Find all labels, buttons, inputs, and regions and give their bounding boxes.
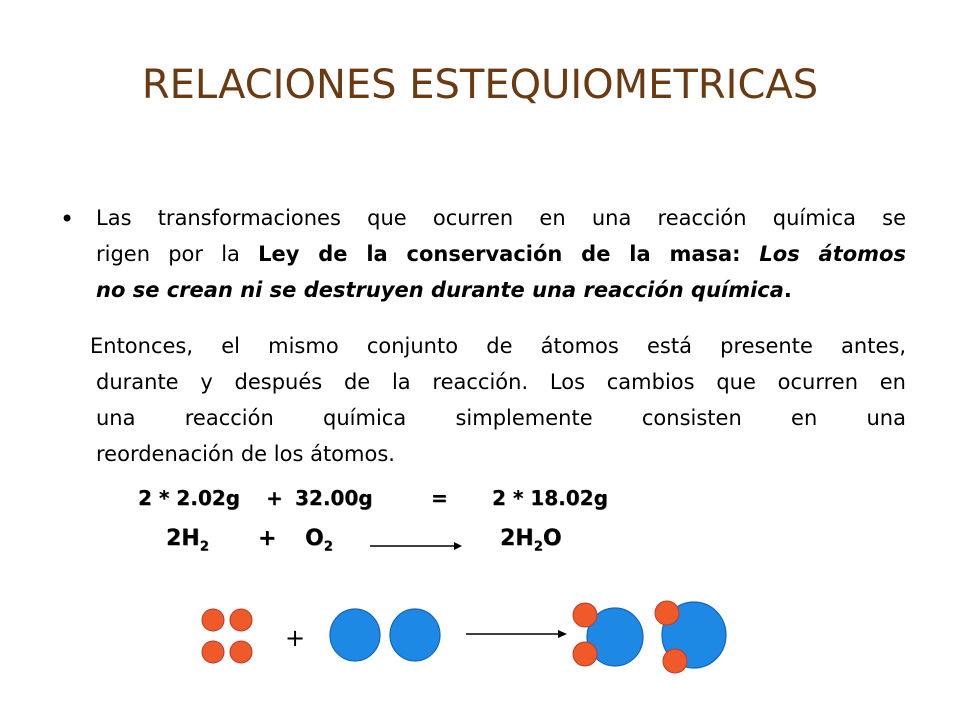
formula-hydrogen: $2H_2$ (166, 526, 209, 555)
mass-plus-sign: + (266, 486, 283, 510)
law-statement: no se crean ni se destruyen durante una reacción química (96, 278, 784, 302)
paragraph2-line4: reordenación de los átomos. (96, 442, 395, 466)
hydrogen-atom (230, 641, 252, 663)
reaction-arrow-icon (370, 538, 462, 554)
formula-plus-sign: + (258, 526, 277, 551)
law-period: . (783, 278, 792, 302)
mass-product-water: 2 * 18.02g (492, 486, 608, 510)
diagram-plus-sign: + (285, 624, 306, 652)
oxygen-molecule (330, 609, 440, 661)
hydrogen-atom (663, 649, 687, 673)
mass-reactant-hydrogen: 2 * 2.02g (138, 486, 240, 510)
paragraph2-line3: una reacción química simplemente consisten en una (96, 406, 906, 430)
paragraph1-text: rigen por la (96, 242, 259, 266)
paragraph1-line2 (96, 236, 906, 272)
paragraph2-line1: Entonces, el mismo conjunto de átomos está presente antes, (90, 334, 906, 358)
bullet-icon: • (60, 205, 75, 233)
hydrogen-atom (573, 603, 597, 627)
hydrogen-atom (655, 601, 679, 625)
hydrogen-atom (230, 609, 252, 631)
hydrogen-molecules (202, 609, 252, 663)
oxygen-atom (330, 609, 380, 661)
law-statement-start: Los átomos (759, 242, 906, 266)
law-name: Ley de la conservación de la masa: (258, 242, 760, 266)
molecule-diagram (0, 590, 960, 700)
formula-water: $2H_2O$ (500, 526, 562, 555)
water-molecule (573, 603, 643, 666)
paragraph1-line1: Las transformaciones que ocurren en una reacción química se (96, 206, 906, 230)
hydrogen-atom (573, 642, 597, 666)
formula-oxygen: $O_2$ (305, 526, 333, 555)
oxygen-atom (390, 609, 440, 661)
hydrogen-atom (202, 609, 224, 631)
paragraph1-line3 (96, 272, 906, 308)
paragraph-explanation (66, 328, 906, 472)
paragraph-conservation-law (96, 200, 906, 308)
hydrogen-atom (202, 641, 224, 663)
paragraph2-line2: durante y después de la reacción. Los cambios que ocurren en (96, 370, 906, 394)
mass-reactant-oxygen: 32.00g (295, 486, 373, 510)
water-molecule (655, 601, 726, 673)
slide-title: RELACIONES ESTEQUIOMETRICAS (141, 62, 819, 108)
mass-equals-sign: = (431, 486, 448, 510)
